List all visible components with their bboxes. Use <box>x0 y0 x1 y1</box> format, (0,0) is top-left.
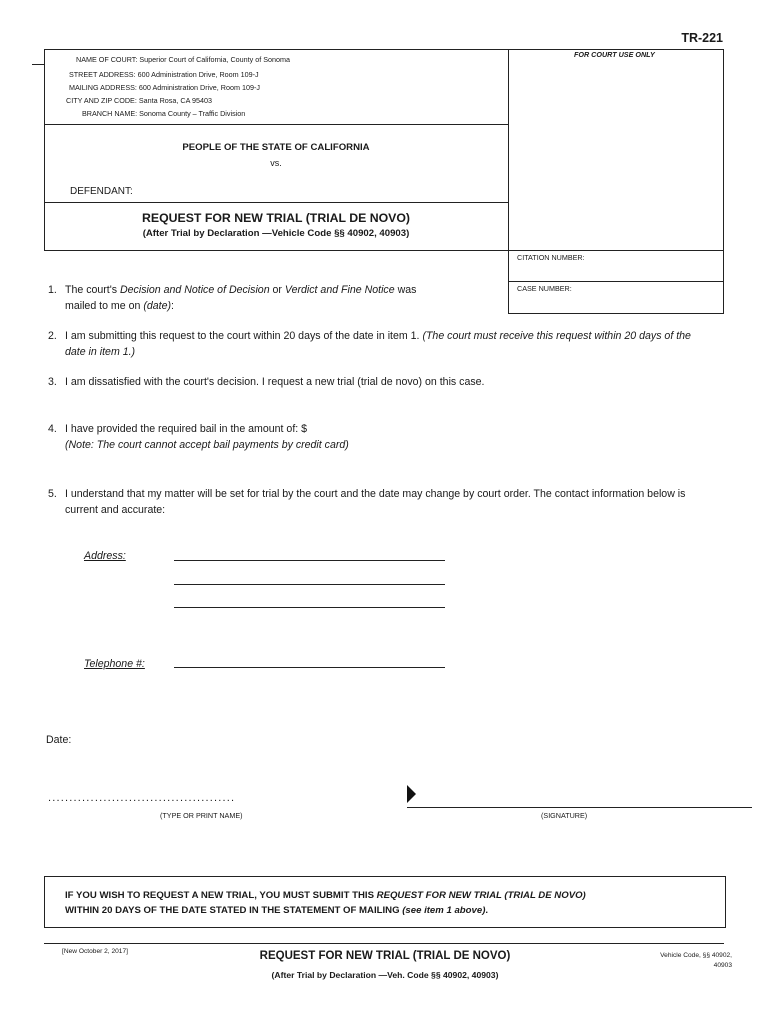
item-5-line-1: I understand that my matter will be set for trial by the court and the date may change by court order. The contact information below is <box>65 488 686 500</box>
item-1-text <box>65 282 495 314</box>
item-3-number: 3. <box>48 376 57 388</box>
notice-text <box>65 888 715 918</box>
title-bottom <box>44 250 724 251</box>
footer-code-line-2: 40903 <box>713 962 732 969</box>
telephone-line[interactable] <box>174 667 445 668</box>
address-line-3[interactable] <box>174 607 445 608</box>
item-1-decision: Decision and Notice of Decision <box>120 284 270 296</box>
street-address-value: 600 Administration Drive, Room 109-J <box>137 70 259 79</box>
item-5-text <box>65 486 755 518</box>
item-3-text: I am dissatisfied with the court's decision. I request a new trial (trial de novo) on this case. <box>65 376 485 388</box>
court-name-row <box>76 55 290 64</box>
notice-part-1: IF YOU WISH TO REQUEST A NEW TRIAL, YOU MUST SUBMIT THIS <box>65 890 377 901</box>
telephone-label: Telephone #: <box>84 658 145 670</box>
footer-code <box>660 951 732 971</box>
header-right-border <box>723 49 724 314</box>
court-use-divider <box>508 49 509 314</box>
item-2-text <box>65 328 745 360</box>
parties-bottom <box>44 202 508 203</box>
footer-title: REQUEST FOR NEW TRIAL (TRIAL DE NOVO) <box>259 950 511 962</box>
signature-line[interactable] <box>407 807 752 808</box>
item-1-text-c: was <box>394 284 417 296</box>
type-print-name-label: (TYPE OR PRINT NAME) <box>160 811 243 820</box>
plaintiff-name: PEOPLE OF THE STATE OF CALIFORNIA <box>182 142 370 153</box>
form-title: REQUEST FOR NEW TRIAL (TRIAL DE NOVO) <box>141 211 411 225</box>
case-bottom <box>508 313 724 314</box>
item-1-verdict: Verdict and Fine Notice <box>284 284 395 296</box>
citation-number-label: CITATION NUMBER: <box>517 253 585 262</box>
citation-bottom <box>508 281 724 282</box>
mailing-address-label: MAILING ADDRESS: <box>69 83 137 92</box>
address-label: Address: <box>84 550 126 562</box>
branch-name-row <box>82 109 245 118</box>
case-number-label: CASE NUMBER: <box>517 284 572 293</box>
notice-see-item: (see item 1 above) <box>402 905 486 916</box>
item-1-text-a: The court's <box>65 284 121 296</box>
notice-form-name: REQUEST FOR NEW TRIAL (TRIAL DE NOVO) <box>376 890 586 901</box>
notice-part-2: WITHIN 20 DAYS OF THE DATE STATED IN THE STATEMENT OF MAILING <box>65 905 403 916</box>
footer-code-line-1: Vehicle Code, §§ 40902, <box>660 952 732 959</box>
versus-label: vs. <box>270 158 282 168</box>
item-2-note-a: (The court must receive this request within 20 days of the <box>422 330 691 342</box>
defendant-label: DEFENDANT: <box>70 186 133 197</box>
item-1-date-label: (date) <box>143 300 172 312</box>
court-info-bottom <box>44 124 508 125</box>
item-1-colon: : <box>171 300 174 312</box>
revision-date: [New October 2, 2017] <box>62 948 128 955</box>
mailing-address-value: 600 Administration Drive, Room 109-J <box>138 83 260 92</box>
footer-subtitle: (After Trial by Declaration —Veh. Code §§ 40902, 40903) <box>271 970 499 980</box>
item-1-number: 1. <box>48 284 57 296</box>
form-subtitle: (After Trial by Declaration —Vehicle Code §§ 40902, 40903) <box>142 228 410 239</box>
footer-rule <box>44 943 724 944</box>
city-zip-value: Santa Rosa, CA 95403 <box>138 96 212 105</box>
address-line-2[interactable] <box>174 584 445 585</box>
branch-name-value: Sonoma County – Traffic Division <box>139 109 246 118</box>
item-4-note: (Note: The court cannot accept bail payments by credit card) <box>65 439 349 451</box>
court-name-value: Superior Court of California, County of Sonoma <box>139 55 290 64</box>
item-4-text: I have provided the required bail in the amount of: $ <box>65 423 308 435</box>
signature-arrow-icon <box>405 784 417 804</box>
item-4-number: 4. <box>48 423 57 435</box>
item-2-text-a: I am submitting this request to the court within 20 days of the date in item 1. <box>65 330 423 342</box>
city-zip-row <box>66 96 212 105</box>
branch-name-label: BRANCH NAME: <box>82 109 138 118</box>
item-2-number: 2. <box>48 330 57 342</box>
item-1-mailed: mailed to me on <box>65 300 144 312</box>
date-label: Date: <box>46 734 72 746</box>
print-name-dots[interactable]: ............................................ <box>48 792 236 804</box>
item-5-line-2: current and accurate: <box>65 504 166 516</box>
city-zip-label: CITY AND ZIP CODE: <box>66 96 137 105</box>
item-2-note-b: date in item 1.) <box>65 346 136 358</box>
item-1-text-b: or <box>269 284 285 296</box>
item-5-number: 5. <box>48 488 57 500</box>
street-address-row <box>69 70 259 79</box>
mailing-address-row <box>69 83 260 92</box>
notice-period: . <box>485 905 489 916</box>
street-address-label: STREET ADDRESS: <box>69 70 136 79</box>
form-id: TR-221 <box>681 31 723 45</box>
court-name-label: NAME OF COURT: <box>76 55 138 64</box>
header-short-tick <box>32 64 44 65</box>
address-line-1[interactable] <box>174 560 445 561</box>
signature-label: (SIGNATURE) <box>541 811 588 820</box>
court-use-label: FOR COURT USE ONLY <box>574 50 655 59</box>
